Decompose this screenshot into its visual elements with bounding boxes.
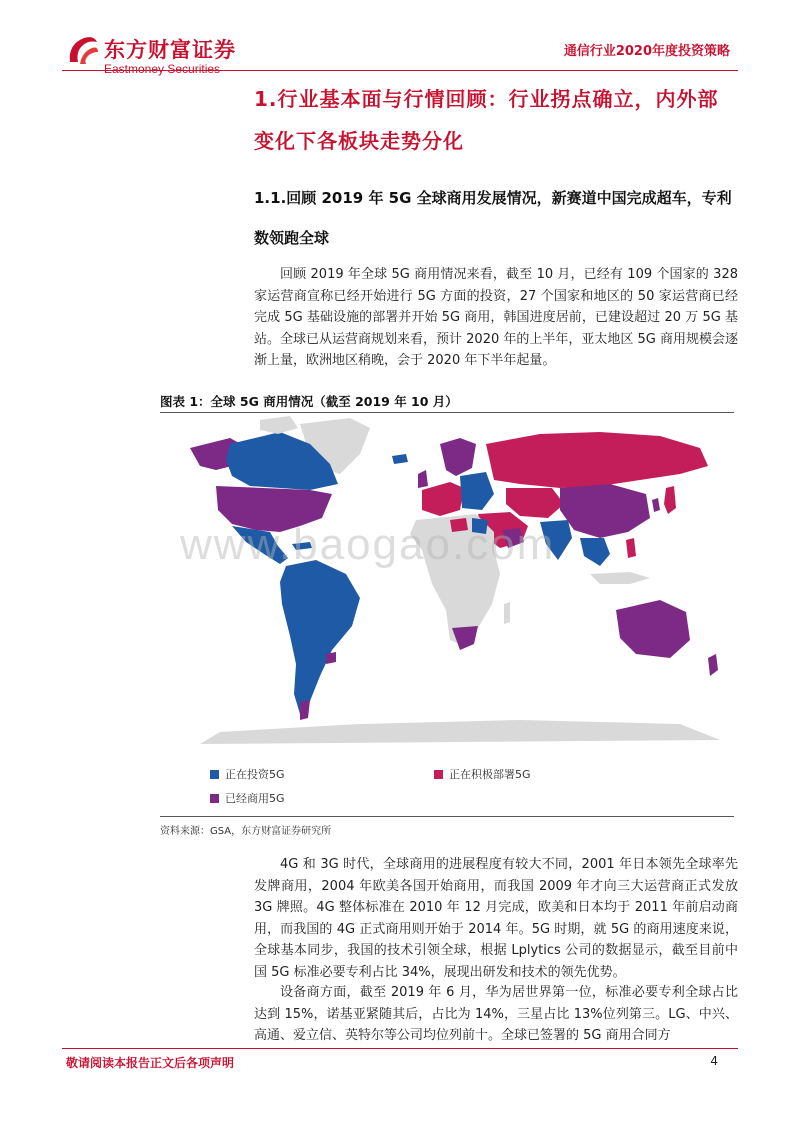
- logo-text-cn: 东方财富证券: [104, 38, 236, 62]
- figure-top-rule: [160, 412, 734, 413]
- legend-item-investing: [210, 766, 285, 782]
- logo-text-en: Eastmoney Securities: [104, 62, 221, 76]
- company-logo: [64, 30, 254, 82]
- paragraph-text: 回顾 2019 年全球 5G 商用情况来看，截至 10 月，已经有 109 个国家的 328 家运营商宣称已经开始进行 5G 方面的投资，27 个国家和地区的 50 家运营商已经完成 5G 基础设施的部署并开始 5G 商用，韩国进度居前，已建设超过 20 万 5G 基站。全球已从运营商规划来看，预计 2020 年的上半年，亚太地区 5G 商用规模会逐渐上量，欧洲地区稍晚，会于 2020 年下半年起量。: [254, 267, 738, 368]
- logo-mark-icon: [64, 32, 100, 68]
- subsection-heading: 1.1.回顾 2019 年 5G 全球商用发展情况，新赛道中国完成超车，专利数领跑全球: [254, 189, 732, 247]
- region-canada-islands: [260, 416, 298, 434]
- section-heading: 1.行业基本面与行情回顾：行业拐点确立，内外部变化下各板块走势分化: [254, 87, 719, 153]
- world-map: [160, 414, 734, 754]
- region-indonesia: [590, 572, 650, 584]
- region-iceland: [392, 454, 408, 464]
- region-philippines: [626, 538, 636, 558]
- paragraph-text: 设备商方面，截至 2019 年 6 月，华为居世界第一位，标准必要专利全球占比达到 15%，诺基亚紧随其后，占比为 14%，三星占比 13%位列第三。LG、中兴、高通、爱立信、英特尔等公司均位列前十。全球已签署的 5G 商用合同方: [254, 985, 738, 1043]
- region-antarctica: [200, 720, 720, 744]
- region-scandinavia: [440, 438, 476, 476]
- region-australia: [616, 600, 690, 658]
- figure-title: 图表 1：全球 5G 商用情况（截至 2019 年 10 月）: [160, 394, 458, 409]
- region-japan: [664, 486, 676, 514]
- legend-swatch-commercial: [210, 794, 219, 803]
- region-korea: [652, 498, 660, 512]
- region-russia: [486, 432, 708, 488]
- header-divider: [62, 70, 738, 71]
- figure-source: 资料来源：GSA，东方财富证券研究所: [160, 826, 332, 837]
- report-title: 通信行业2020年度投资策略: [563, 44, 730, 59]
- figure-bottom-rule: [160, 816, 734, 817]
- region-patagonia: [300, 700, 310, 720]
- body-paragraph-1: [254, 264, 738, 372]
- region-madagascar: [504, 602, 510, 624]
- legend-label: 正在积极部署5G: [449, 768, 531, 781]
- legend-label: 正在投资5G: [225, 768, 285, 781]
- region-south-africa: [452, 626, 478, 650]
- world-map-svg: [160, 414, 734, 754]
- region-south-america: [280, 560, 360, 714]
- region-uk: [418, 470, 428, 488]
- region-eastern-europe: [460, 472, 494, 510]
- region-china: [560, 484, 650, 538]
- region-uruguay: [326, 652, 336, 664]
- footer-disclaimer: 敬请阅读本报告正文后各项声明: [66, 1056, 235, 1070]
- legend-swatch-investing: [210, 770, 219, 779]
- region-new-zealand: [708, 654, 718, 676]
- region-central-asia: [506, 488, 564, 518]
- paragraph-text: 4G 和 3G 时代，全球商用的进展程度有较大不同，2001 年日本领先全球率先发牌商用，2004 年欧美各国开始商用，而我国 2009 年才向三大运营商正式发放 3G 牌照。4G 整体标准在 2010 年 12 月完成，欧美和日本均于 2011 年前启动商用，而我国的 4G 正式商用则开始于 2014 年。5G 时期，就 5G 的商用速度来说，全球基本同步，我国的技术引领全球，根据 Lplytics 公司的数据显示，截至目前中国 5G 标准必要专利占比 34%，展现出研发和技术的领先优势。: [254, 857, 738, 980]
- region-se-asia: [580, 538, 610, 566]
- legend-label: 已经商用5G: [225, 792, 285, 805]
- legend-item-commercial: [210, 790, 285, 806]
- region-western-europe: [422, 482, 464, 516]
- map-legend: [160, 758, 734, 814]
- body-paragraph-3: [254, 982, 738, 1047]
- watermark: www.baogao.com: [180, 520, 556, 569]
- legend-item-deploying: [434, 766, 531, 782]
- legend-swatch-deploying: [434, 770, 443, 779]
- body-paragraph-2: [254, 854, 738, 983]
- footer-divider: [62, 1048, 738, 1049]
- page-number: 4: [710, 1054, 718, 1068]
